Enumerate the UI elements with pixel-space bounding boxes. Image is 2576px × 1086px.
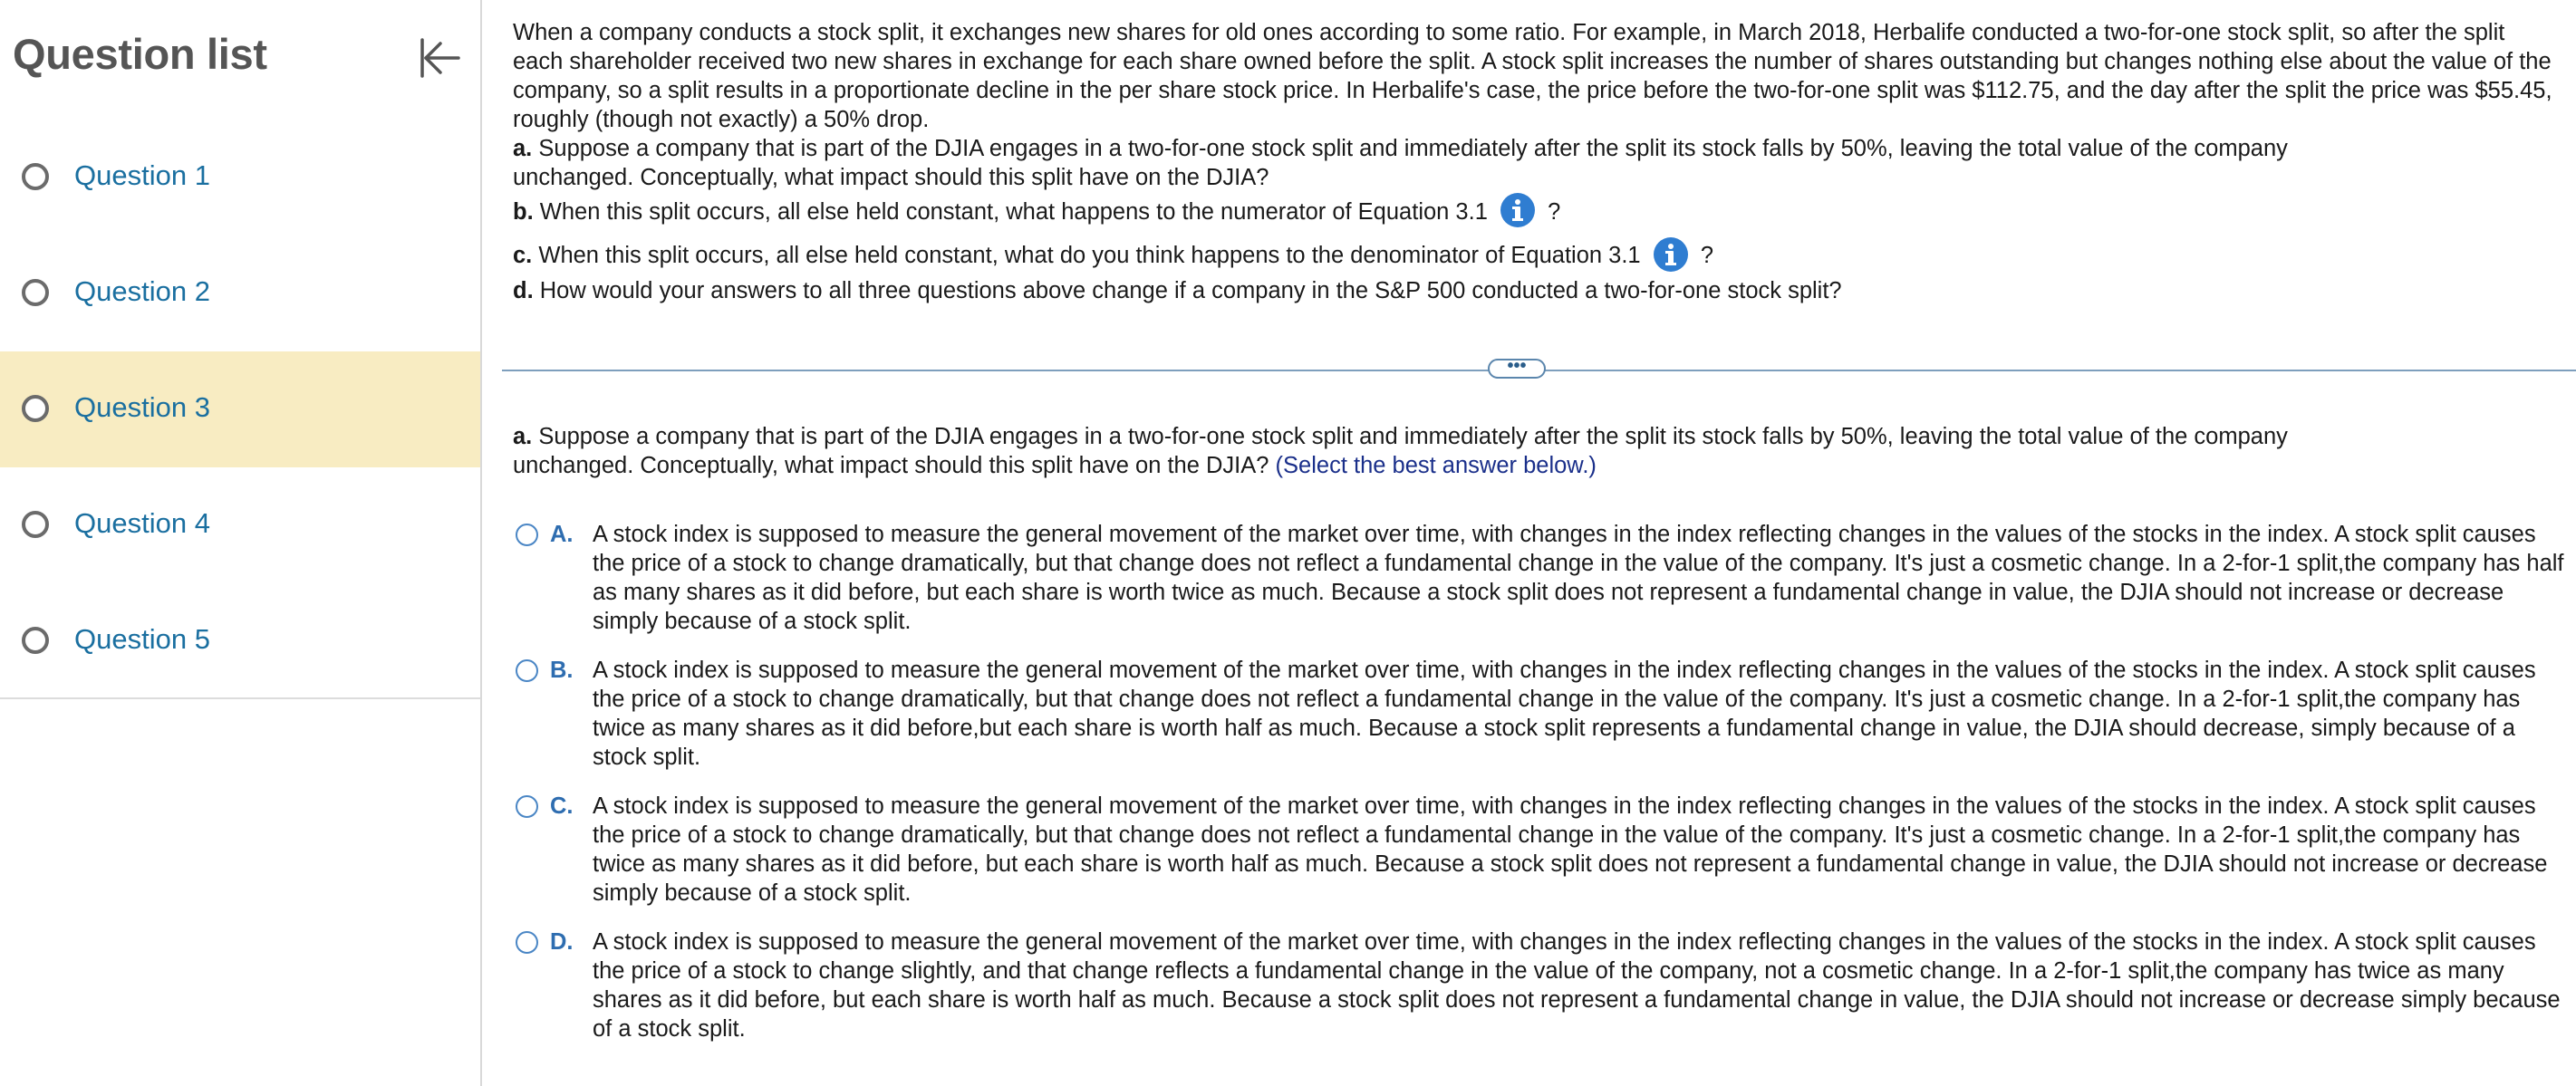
part-c-qmark: ? (1700, 243, 1713, 269)
part-b-question (513, 197, 2559, 228)
expand-problem-button[interactable]: ••• (1488, 359, 1546, 379)
info-icon[interactable] (1653, 236, 1689, 273)
option-letter: D. (550, 929, 574, 955)
sidebar-item-question-3[interactable] (0, 351, 480, 467)
answer-option-b[interactable] (513, 656, 2570, 772)
sidebar-item-label: Question 5 (74, 623, 210, 655)
option-letter: A. (550, 522, 574, 547)
problem-intro: When a company conducts a stock split, it exchanges new shares for old ones according to some ratio. For example, in March 2018, Herbalife conducted a two-for-one stock split, so after the split each shareholder received two new shares in exchange for each share owned before the split. A stock split increases the number of shares outstanding but changes nothing else about the value of the company, so a split results in a proportionate decline in the per share stock price. In Herbalife's case, the price before the two-for-one split was $112.75, and the day after the split the price was $55.45, roughly (though not exactly) a 50% drop. (513, 20, 2552, 132)
sidebar-item-label: Question 1 (74, 159, 210, 191)
radio-icon (22, 627, 49, 654)
option-text: A stock index is supposed to measure the general movement of the market over time, with changes in the index reflecting changes in the values of the stocks in the index. A stock split causes the price of a stock to change dramatically, but that change does not reflect a fundamental change in the value of the company. It's just a cosmetic change. In a 2-for-1 split,the company has half as many shares as it did before, but each share is worth twice as much. Because a stock split does not represent a fundamental change in value, the DJIA should not increase or decrease simply because of a stock split. (593, 522, 2564, 634)
radio-icon (22, 395, 49, 422)
option-letter: C. (550, 793, 574, 819)
part-c-text: When this split occurs, all else held constant, what do you think happens to the denominator of Equation 3.1 (538, 243, 1641, 269)
sidebar-item-question-1[interactable] (0, 120, 480, 235)
answer-part-text: Suppose a company that is part of the DJIA engages in a two-for-one stock split and immediately after the split its stock falls by 50%, leaving the total value of the company unchanged. Conceptually, what impact should this split have on the DJIA? (513, 424, 2288, 478)
answer-hint: (Select the best answer below.) (1275, 453, 1597, 478)
sidebar-item-question-2[interactable] (0, 235, 480, 351)
part-d-label: d. (513, 277, 534, 303)
radio-icon (22, 279, 49, 306)
sidebar-divider (0, 697, 480, 699)
radio-button-c[interactable] (516, 795, 538, 818)
part-c-question (513, 241, 2559, 272)
collapse-sidebar-button[interactable] (415, 33, 466, 83)
part-d-text: How would your answers to all three questions above change if a company in the S&P 500 conducted a two-for-one stock split? (539, 277, 1842, 303)
answer-option-d[interactable] (513, 927, 2570, 1043)
option-text: A stock index is supposed to measure the general movement of the market over time, with changes in the index reflecting changes in the values of the stocks in the index. A stock split causes the price of a stock to change dramatically, but that change does not reflect a fundamental change in the value of the company. It's just a cosmetic change. In a 2-for-1 split,the company has twice as many shares as it did before, but each share is worth half as much. Because a stock split does not represent a fundamental change in value, the DJIA should not increase or decrease simply because of a stock split. (593, 793, 2548, 906)
sidebar-item-label: Question 2 (74, 275, 210, 307)
radio-button-a[interactable] (516, 524, 538, 546)
sidebar-item-question-4[interactable] (0, 467, 480, 583)
part-b-text: When this split occurs, all else held constant, what happens to the numerator of Equation 3.1 (539, 199, 1488, 225)
info-icon[interactable] (1500, 192, 1536, 228)
part-c-label: c. (513, 243, 533, 269)
sidebar-title: Question list (13, 30, 267, 78)
sidebar-item-label: Question 3 (74, 391, 210, 423)
problem-statement (513, 18, 2559, 305)
part-d-question (513, 276, 2559, 305)
part-a-text: Suppose a company that is part of the DJIA engages in a two-for-one stock split and immediately after the split its stock falls by 50%, leaving the total value of the company unchanged. Conceptually, what impact should this split have on the DJIA? (513, 136, 2288, 190)
option-letter: B. (550, 658, 574, 683)
question-panel (484, 0, 2576, 1086)
part-b-label: b. (513, 199, 534, 225)
radio-button-d[interactable] (516, 931, 538, 954)
sidebar-item-label: Question 4 (74, 507, 210, 539)
answer-prompt (513, 422, 2559, 480)
radio-icon (22, 163, 49, 190)
answer-option-a[interactable] (513, 520, 2570, 636)
part-a-label: a. (513, 136, 533, 161)
answer-part-label: a. (513, 424, 533, 449)
question-list-sidebar (0, 0, 482, 1086)
radio-icon (22, 511, 49, 538)
radio-button-b[interactable] (516, 659, 538, 682)
answer-option-c[interactable] (513, 792, 2570, 908)
sidebar-header (0, 0, 480, 120)
option-text: A stock index is supposed to measure the general movement of the market over time, with changes in the index reflecting changes in the values of the stocks in the index. A stock split causes the price of a stock to change dramatically, but that change does not reflect a fundamental change in the value of the company. It's just a cosmetic change. In a 2-for-1 split,the company has twice as many shares as it did before,but each share is worth half as much. Because a stock split represents a fundamental change in value, the DJIA should decrease, simply because of a stock split. (593, 658, 2536, 770)
option-text: A stock index is supposed to measure the general movement of the market over time, with changes in the index reflecting changes in the values of the stocks in the index. A stock split causes the price of a stock to change slightly, and that change reflects a fundamental change in the value of the company, not a cosmetic change. In a 2-for-1 split,the company has twice as many shares as it did before, but each share is worth half as much. Because a stock split does not represent a fundamental change in value, the DJIA should not increase or decrease simply because of a stock split. (593, 929, 2561, 1042)
collapse-left-icon (415, 33, 466, 83)
sidebar-item-question-5[interactable] (0, 583, 480, 699)
part-b-qmark: ? (1548, 199, 1561, 225)
part-a-question (513, 134, 2559, 192)
answer-options (513, 520, 2570, 1043)
